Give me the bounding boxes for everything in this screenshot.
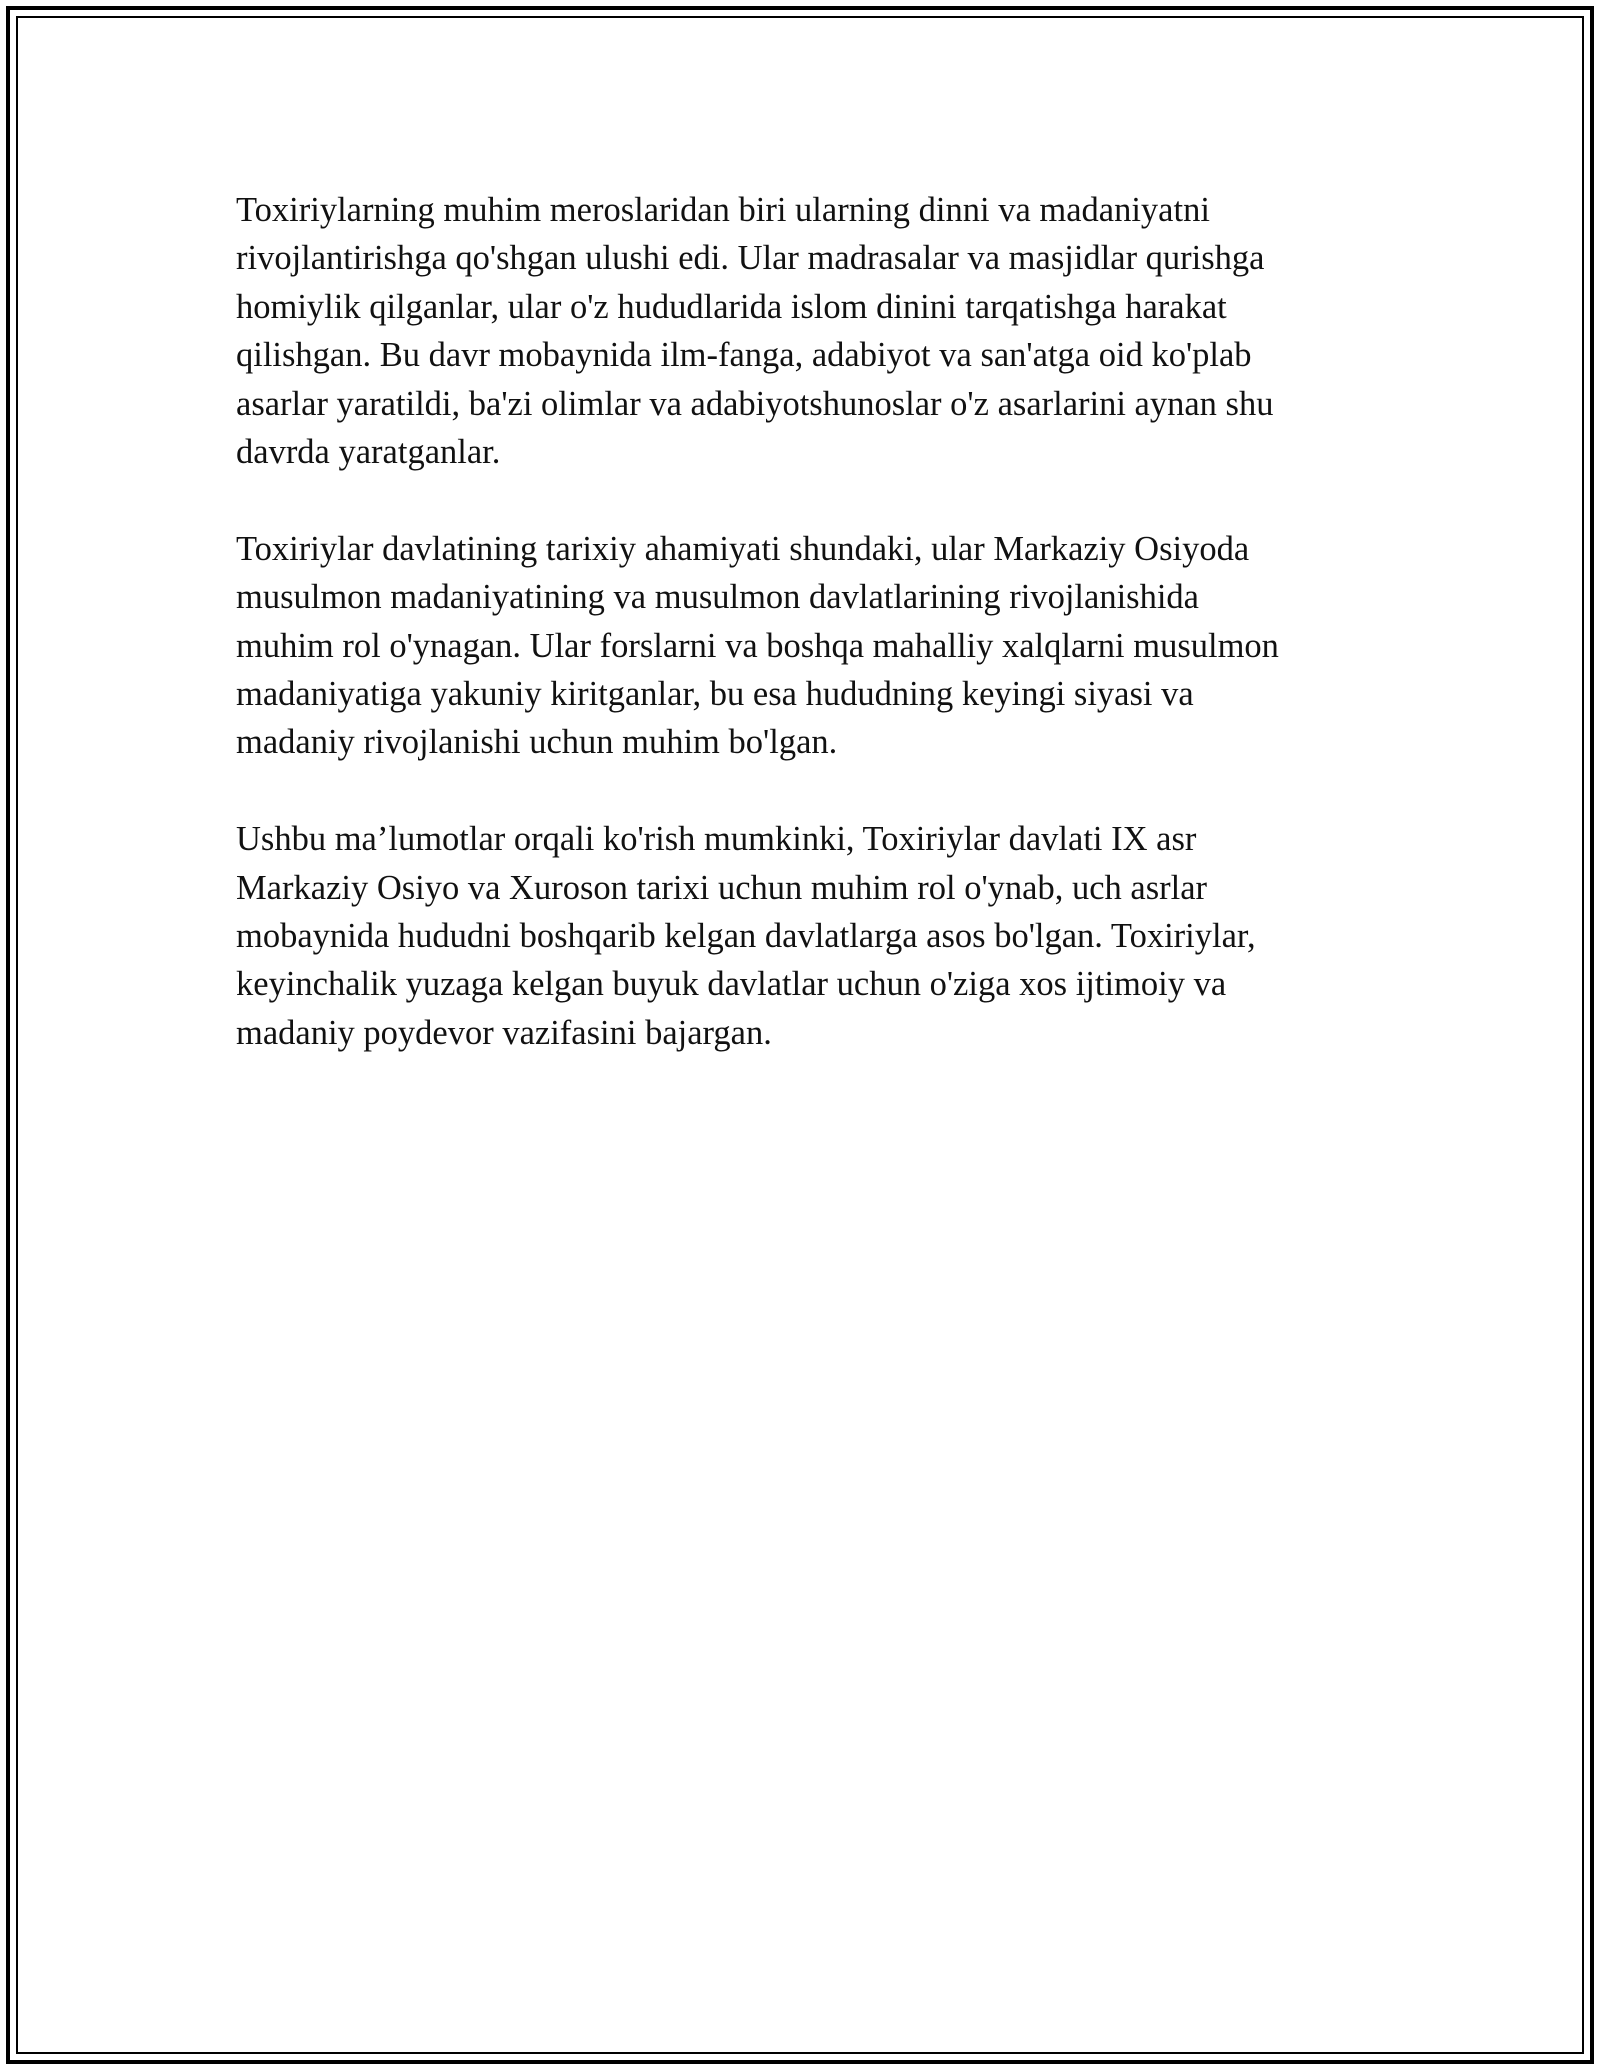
- text-line: madaniyatiga yakuniy kiritganlar, bu esa hududning keyingi siyasi va: [236, 675, 1194, 714]
- text-line: rivojlantirishga qo'shgan ulushi edi. Ular madrasalar va masjidlar qurishga: [236, 239, 1265, 278]
- text-line: Toxiriylar davlatining tarixiy ahamiyati shundaki, ular Markaziy Osiyoda: [236, 529, 1250, 568]
- text-line: davrda yaratganlar.: [236, 433, 501, 472]
- text-line: qilishgan. Bu davr mobaynida ilm-fanga, adabiyot va san'atga oid ko'plab: [236, 336, 1252, 375]
- text-line: musulmon madaniyatining va musulmon davlatlarining rivojlanishida: [236, 578, 1199, 617]
- text-line: homiylik qilganlar, ular o'z hududlarida islom dinini tarqatishga harakat: [236, 287, 1227, 326]
- text-line: madaniy rivojlanishi uchun muhim bo'lgan.: [236, 723, 838, 762]
- text-line: madaniy poydevor vazifasini bajargan.: [236, 1013, 772, 1052]
- text-line: asarlar yaratildi, ba'zi olimlar va adabiyotshunoslar o'z asarlarini aynan shu: [236, 384, 1274, 423]
- text-line: Markaziy Osiyo va Xuroson tarixi uchun muhim rol o'ynab, uch asrlar: [236, 868, 1208, 907]
- paragraph-2: [236, 525, 1386, 767]
- text-line: muhim rol o'ynagan. Ular forslarni va boshqa mahalliy xalqlarni musulmon: [236, 626, 1279, 665]
- paragraph-3: [236, 815, 1386, 1057]
- text-line: mobaynida hududni boshqarib kelgan davlatlarga asos bo'lgan. Toxiriylar,: [236, 917, 1256, 956]
- text-line: Ushbu ma’lumotlar orqali ko'rish mumkinki, Toxiriylar davlati IX asr: [236, 820, 1197, 859]
- document-body: [236, 186, 1386, 1106]
- text-line: keyinchalik yuzaga kelgan buyuk davlatlar uchun o'ziga xos ijtimoiy va: [236, 965, 1227, 1004]
- paragraph-1: [236, 186, 1386, 476]
- text-line: Toxiriylarning muhim meroslaridan biri ularning dinni va madaniyatni: [236, 191, 1210, 229]
